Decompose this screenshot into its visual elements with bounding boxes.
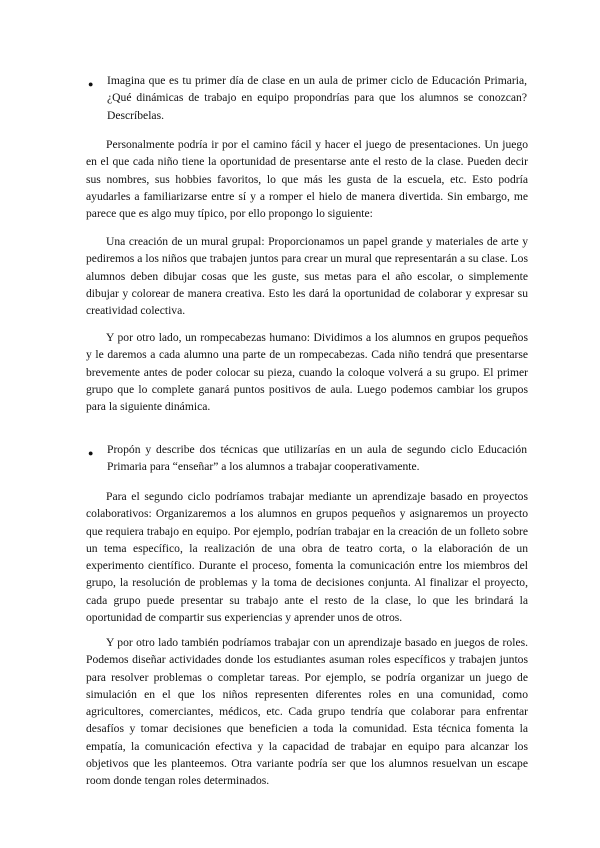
bullet-icon: ● xyxy=(88,448,94,458)
answer-1-puzzle: Y por otro lado, un rompecabezas humano: Dividimos a los alumnos en grupos pequeños y le daremos a cada alumno una parte de un rompecabezas. Cada niño tendrá que presentarse brevemente antes de poder colocar su pieza, cuando la coloque volverá a su grupo. El primer grupo que lo complete ganará puntos positivos de aula. Luego podemos cambiar los grupos para la siguiente dinámica. xyxy=(86,331,528,414)
question-2: Propón y describe dos técnicas que utilizarías en un aula de segundo ciclo Educación Primaria para “enseñar” a los alumnos a trabajar cooperativamente. xyxy=(107,443,527,474)
question-1: Imagina que es tu primer día de clase en un aula de primer ciclo de Educación Primaria, ¿Qué dinámicas de trabajo en equipo propondrías para que los alumnos se conozcan? Descríbelas. xyxy=(107,74,527,122)
answer-2-projects: Para el segundo ciclo podríamos trabajar mediante un aprendizaje basado en proyectos colaborativos: Organizaremos a los alumnos en grupos pequeños y asignaremos un proyecto que requiera trabajo en equipo. Por ejemplo, podrían trabajar en la creación de un folleto sobre un tema específico, la realización de una obra de teatro corta, o la elaboración de un experimento científico. Durante el proceso, fomenta la comunicación entre los miembros del grupo, la resolución de problemas y la toma de decisiones conjunta. Al finalizar el proyecto, cada grupo puede presentar su trabajo ante el resto de la clase, lo que les brindará la oportunidad de compartir sus experiencias y aprender unos de otros. xyxy=(86,490,528,625)
answer-2-roles: Y por otro lado también podríamos trabajar con un aprendizaje basado en juegos de roles. Podemos diseñar actividades donde los estudiantes asuman roles específicos y trabajen juntos para resolver problemas o completar tareas. Por ejemplo, se podría organizar un juego de simulación en el que los niños representen diferentes roles en una comunidad, como agricultores, comerciantes, médicos, etc. Cada grupo tendría que colaborar para enfrentar desafíos y tomar decisiones que beneficien a toda la comunidad. Esta técnica fomenta la empatía, la comunicación efectiva y la capacidad de trabajar en equipo para alcanzar los objetivos que les planteemos. Otra variante podría ser que los alumnos resuelvan un escape room donde tengan roles determinados. xyxy=(86,636,528,788)
answer-1-intro: Personalmente podría ir por el camino fácil y hacer el juego de presentaciones. Un juego en el que cada niño tiene la oportunidad de presentarse ante el resto de la clase. Pueden decir sus nombres, sus hobbies favoritos, lo que más les gusta de la escuela, etc. Esto podría ayudarles a familiarizarse entre sí y a romper el hielo de manera divertida. Sin embargo, me parece que es algo muy típico, por ello propongo lo siguiente: xyxy=(86,138,528,221)
answer-1-mural: Una creación de un mural grupal: Proporcionamos un papel grande y materiales de arte y pediremos a los niños que trabajen juntos para crear un mural que representarán a su clase. Los alumnos deben dibujar cosas que les guste, sus metas para el año escolar, o simplemente dibujar y colorear de manera creativa. Esto les dará la oportunidad de colaborar y expresar su creatividad colectiva. xyxy=(86,235,528,318)
bullet-icon: ● xyxy=(88,79,94,89)
